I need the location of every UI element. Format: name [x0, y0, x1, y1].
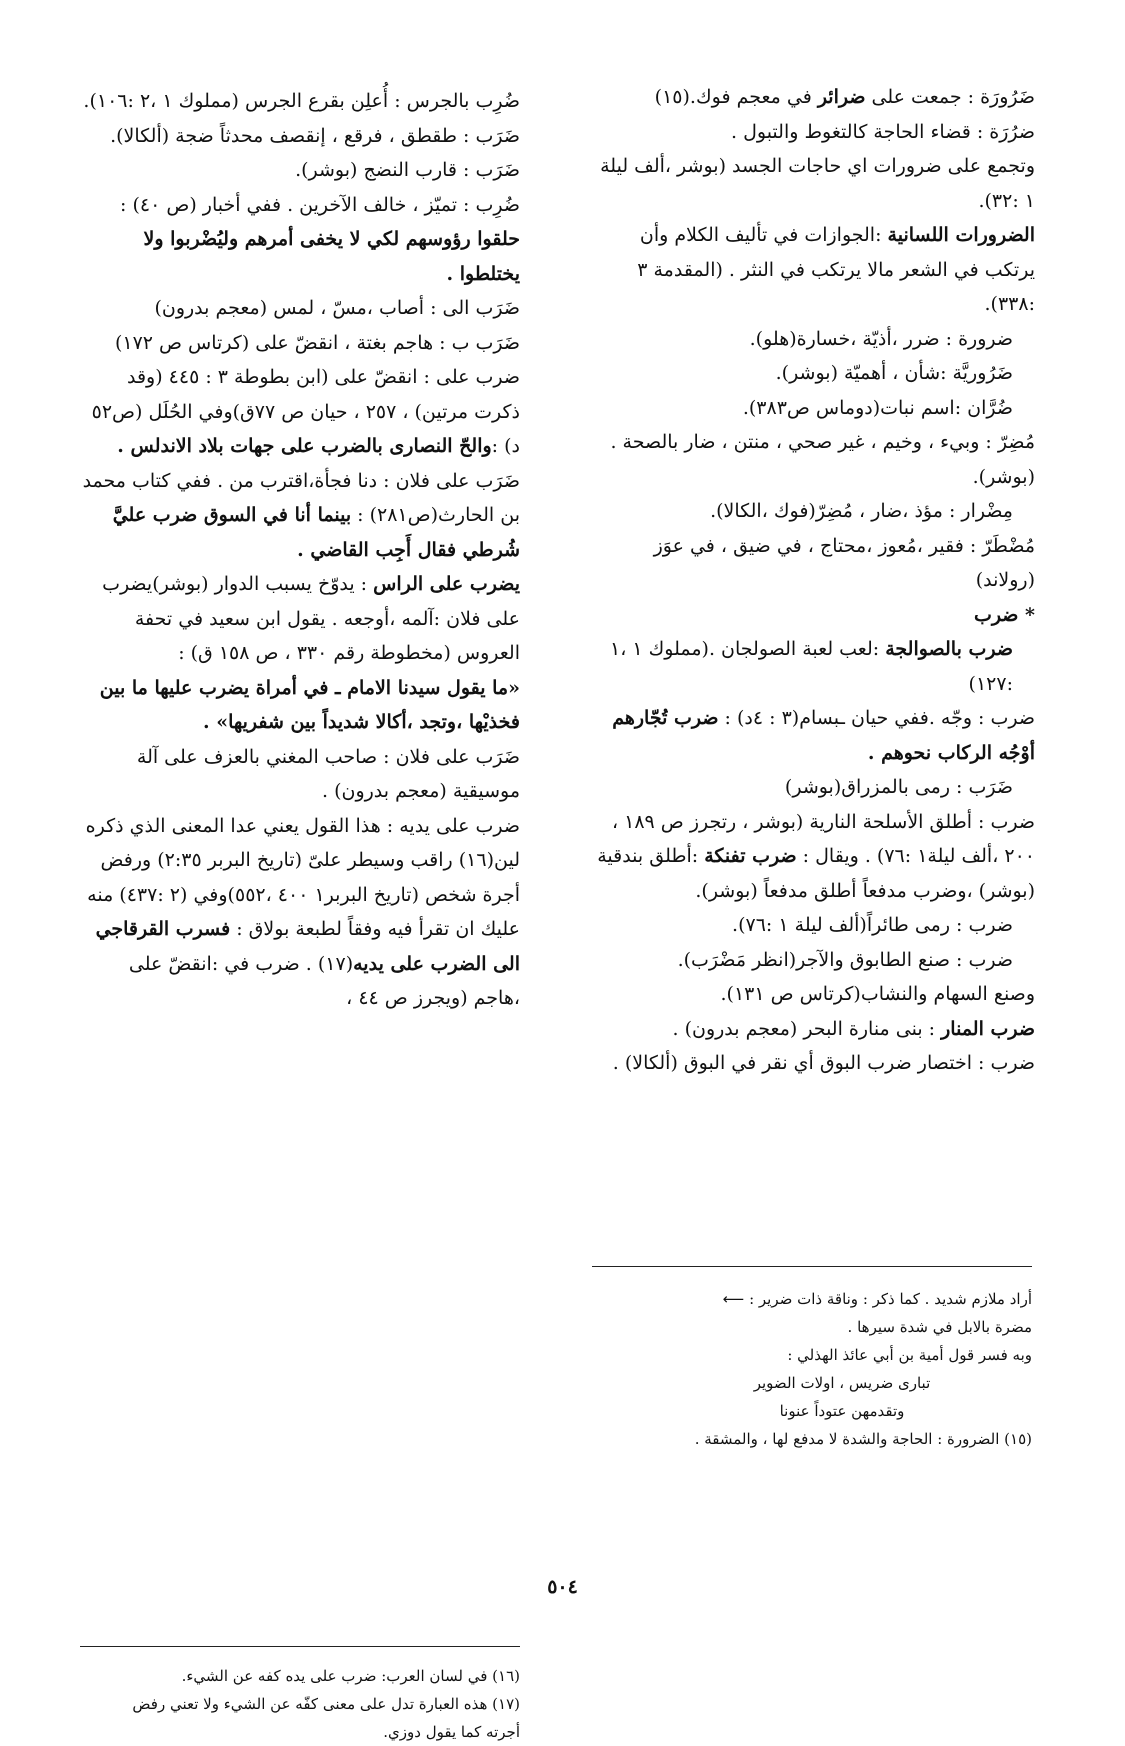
entry-paragraph: يضرب على الراس : يدوّخ يسبب الدوار (بوشر)يضرب على فلان :آلمه ،أوجعه . يقول ابن سعيد في تحفة العروس (مخطوطة رقم ٣٣٠ ، ص ١٥٨ ق) : [102, 573, 520, 664]
entry-paragraph: ضَرَب ب : هاجم بغتة ، انقضّ على (كرتاس ص ١٧٢) [114, 331, 520, 354]
footnote-line: أجرته كما يقول دوزي. [383, 1723, 520, 1741]
footnote-line: وبه فسر قول أمية بن أبي عائذ الهذلي : [787, 1346, 1032, 1364]
entry-paragraph: ضرب : اختصار ضرب البوق أي نقر في البوق (ألكالا) . [612, 1052, 1035, 1074]
entry-paragraph: ضرب : صنع الطابوق والآجر(انظر مَضْرَب). [677, 948, 1013, 971]
entry-paragraph: وتجمع على ضرورات اي حاجات الجسد (بوشر ،ألف ليلة ١ :٣٢). [600, 155, 1035, 212]
entry-paragraph: ضُرِب بالجرس : أُعلِن بقرع الجرس (مملوك ١ ،٢ :١٠٦). [83, 90, 520, 112]
entry-paragraph: ضُرَّان :اسم نبات(دوماس ص٣٨٣). [742, 396, 1013, 419]
left-column [80, 84, 520, 1016]
footnote-line: (١٦) في لسان العرب: ضرب على يده كفه عن الشيء. [181, 1667, 520, 1685]
arrow-left-icon: ⟵ [722, 1290, 745, 1308]
page-number: ٥٠٤ [547, 1576, 578, 1598]
entry-paragraph: ضرورة : ضرر ،أذيّة ،خسارة(هلو). [749, 327, 1013, 350]
entry-paragraph: ضرب على يديه : هذا القول يعني عدا المعنى الذي ذكره لين(١٦) راقب وسيطر علىّ (تاريخ البربر ٢:٣٥) ورفض أجرة شخص (تاريخ البربر١ ٤٠٠ ،٥٥٢)وفي (٢ :٤٣٧) منه عليك ان تقرأ فيه وفقاً لطبعة بولاق : فسرب القرقاجي الى الضرب على يديه(١٧) . ضرب في :انقضّ على ،هاجم (ويجرز ص ٤٤ ، [85, 814, 520, 1009]
entry-paragraph: ضَرَب على فلان : صاحب المغني بالعزف على آلة موسيقية (معجم بدرون) . [136, 745, 520, 802]
entry-paragraph: ضَرَب الى : أصاب ،مسّ ، لمس (معجم بدرون) [154, 297, 520, 319]
entry-paragraph: ضَرَب : طقطق ، فرقع ، إنقصف محدثاً ضجة (ألكالا). [110, 124, 520, 147]
footnote-separator [592, 1266, 1032, 1267]
entry-paragraph: وصنع السهام والنشاب(كرتاس ص ١٣١). [720, 983, 1035, 1005]
left-footnotes [80, 1662, 520, 1746]
entry-paragraph: ضَرَب : قارب النضج (بوشر). [295, 159, 520, 181]
entry-paragraph: ضرب : رمى طائراً(ألف ليلة ١ :٧٦). [732, 914, 1013, 936]
entry-paragraph: ضرب المنار : بنى منارة البحر (معجم بدرون) . [672, 1017, 1035, 1040]
entry-paragraph: مُضِرّ : وبيء ، وخيم ، غير صحي ، منتن ، ضار بالصحة .(بوشر). [610, 431, 1035, 488]
entry-paragraph: ضرُرَة : قضاء الحاجة كالتغوط والتبول . [731, 120, 1035, 143]
entry-paragraph: ضَرُورَة : جمعت على ضرائر في معجم فوك.(١٥) [654, 86, 1035, 108]
entry-paragraph: ضرب : أطلق الأسلحة النارية (بوشر ، رتجرز ص ١٨٩ ، ٢٠٠ ،ألف ليلة١ :٧٦) . ويقال : ضرب تفنكة :أطلق بندقية (بوشر) ،وضرب مدفعاً أطلق مدفعاً (بوشر). [597, 810, 1035, 902]
right-footnotes [592, 1285, 1032, 1453]
footnote-line: أراد ملازم شديد . كما ذكر : وناقة ذات ضرير : ⟵ [722, 1290, 1032, 1308]
footnote-line: (١٧) هذه العبارة تدل على معنى كفّه عن الشيء ولا تعني رفض [132, 1695, 520, 1713]
entry-paragraph: ضَرَب على فلان : دنا فجأة،اقترب من . ففي كتاب محمد بن الحارث(ص٢٨١) : بينما أنا في السوق ضرب عليَّ شُرطي فقال أَجِب القاضي . [82, 469, 520, 561]
entry-paragraph: مُضْطَرّ : فقير ،مُعوز ،محتاج ، في ضيق ، في عوَز (رولاند) [653, 534, 1035, 591]
entry-paragraph: ضُرِب : تميّز ، خالف الآخرين . ففي أخبار (ص ٤٠) : حلقوا رؤوسهم لكي لا يخفى أمرهم وليُضْربوا ولا يختلطوا . [120, 193, 520, 285]
entry-paragraph: ضرب : وجّه .ففي حيان ـبسام(٣ : ٤د) : ضرب تُجّارهم أوْجُه الركاب نحوهم . [612, 707, 1035, 764]
footnote-separator [80, 1646, 520, 1647]
entry-paragraph: مِضْرار : مؤذ ،ضار ، مُضِرّ(فوك ،الكالا). [710, 500, 1013, 522]
footnote-line: تبارى ضريس ، اولات الضوير [753, 1374, 931, 1392]
section-heading: * ضرب [973, 603, 1035, 626]
entry-paragraph: «ما يقول سيدنا الامام ـ في أمراة يضرب عليها ما بين فخذيْها ،وتجد ،أكالا شديداً بين شفريها» . [99, 676, 520, 733]
entry-paragraph: الضرورات اللسانية :الجوازات في تأليف الكلام وأن يرتكب في الشعر مالا يرتكب في النثر . (المقدمة ٣ :٣٣٨). [637, 224, 1035, 315]
entry-paragraph: ضَرُوريَّة :شأن ، أهميّة (بوشر). [775, 362, 1013, 384]
entry-paragraph: ضرب على : انقضّ على (ابن بطوطة ٣ : ٤٤٥ (وقد ذكرت مرتين) ، ٢٥٧ ، حيان ص ٧٧ق)وفي الحُلَل (ص٥٢ د) :والحّ النصارى بالضرب على جهات بلاد الاندلس . [91, 366, 520, 457]
right-column [592, 80, 1035, 1081]
footnote-line: وتقدمهن عتوداً عنونا [779, 1402, 905, 1420]
footnote-line: مضرة بالابل في شدة سيرها . [847, 1318, 1032, 1336]
entry-paragraph: ضَرَب : رمى بالمزراق(بوشر) [784, 776, 1013, 798]
footnote-line: (١٥) الضرورة : الحاجة والشدة لا مدفع لها ، والمشقة . [694, 1430, 1032, 1448]
entry-paragraph: ضرب بالصوالجة :لعب لعبة الصولجان .(مملوك ١ ،١ :١٢٧) [609, 638, 1013, 695]
